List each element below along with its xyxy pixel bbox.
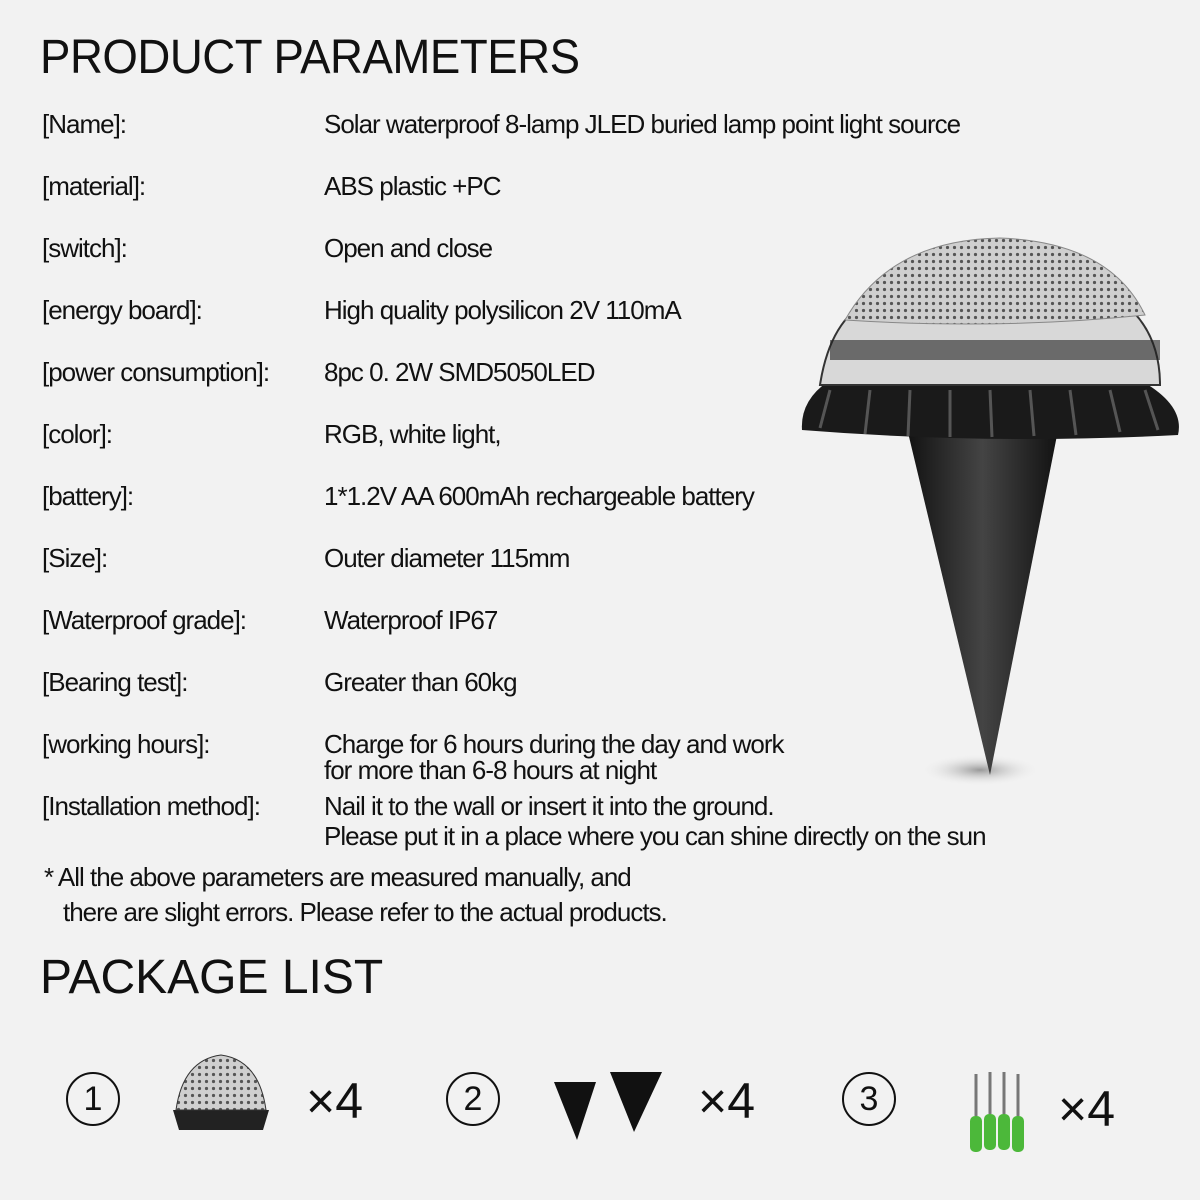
- item-number-2: 2: [446, 1072, 500, 1126]
- parameter-value: Waterproof IP67: [324, 605, 498, 635]
- parameter-value: Open and close: [324, 233, 493, 263]
- disclaimer-note: [44, 860, 667, 930]
- item-quantity-3: ×4: [1058, 1081, 1116, 1137]
- ground-stake-icon: [552, 1062, 664, 1142]
- parameter-label: [Waterproof grade]:: [42, 605, 247, 635]
- lamp-head-icon: [168, 1050, 274, 1140]
- parameter-label: [Installation method]:: [42, 791, 260, 821]
- parameter-value: 1*1.2V AA 600mAh rechargeable battery: [324, 481, 754, 511]
- parameter-label: [working hours]:: [42, 729, 210, 759]
- solar-lamp-image: [790, 230, 1190, 790]
- parameter-label: [color]:: [42, 419, 113, 449]
- parameter-label: [power consumption]:: [42, 357, 270, 387]
- parameter-value: Charge for 6 hours during the day and work for more than 6-8 hours at night: [324, 729, 784, 785]
- package-heading: PACKAGE LIST: [40, 951, 384, 1004]
- parameter-label: [switch]:: [42, 233, 127, 263]
- parameter-label: [Bearing test]:: [42, 667, 188, 697]
- parameter-value: ABS plastic +PC: [324, 171, 501, 201]
- parameter-value: Greater than 60kg: [324, 667, 517, 697]
- item-quantity-2: ×4: [698, 1073, 756, 1129]
- parameter-value: High quality polysilicon 2V 110mA: [324, 295, 681, 325]
- item-number-1: 1: [66, 1072, 120, 1126]
- parameter-label: [Size]:: [42, 543, 108, 573]
- item-quantity-1: ×4: [306, 1073, 364, 1129]
- screws-anchors-icon: [962, 1066, 1032, 1158]
- parameter-value: Solar waterproof 8-lamp JLED buried lamp point light source: [324, 109, 961, 139]
- parameter-value: 8pc 0. 2W SMD5050LED: [324, 357, 595, 387]
- parameter-label: [material]:: [42, 171, 146, 201]
- parameters-heading: PRODUCT PARAMETERS: [40, 31, 580, 84]
- item-number-3: 3: [842, 1072, 896, 1126]
- parameter-value: Nail it to the wall or insert it into the ground. Please put it in a place where you can shine directly on the sun: [324, 791, 986, 851]
- note-line-1: * All the above parameters are measured manually, and: [44, 862, 631, 892]
- parameter-label: [battery]:: [42, 481, 134, 511]
- note-line-2: there are slight errors. Please refer to the actual products.: [63, 897, 667, 927]
- parameter-value: RGB, white light,: [324, 419, 501, 449]
- parameter-label: [Name]:: [42, 109, 127, 139]
- parameter-value: Outer diameter 115mm: [324, 543, 570, 573]
- parameter-label: [energy board]:: [42, 295, 202, 325]
